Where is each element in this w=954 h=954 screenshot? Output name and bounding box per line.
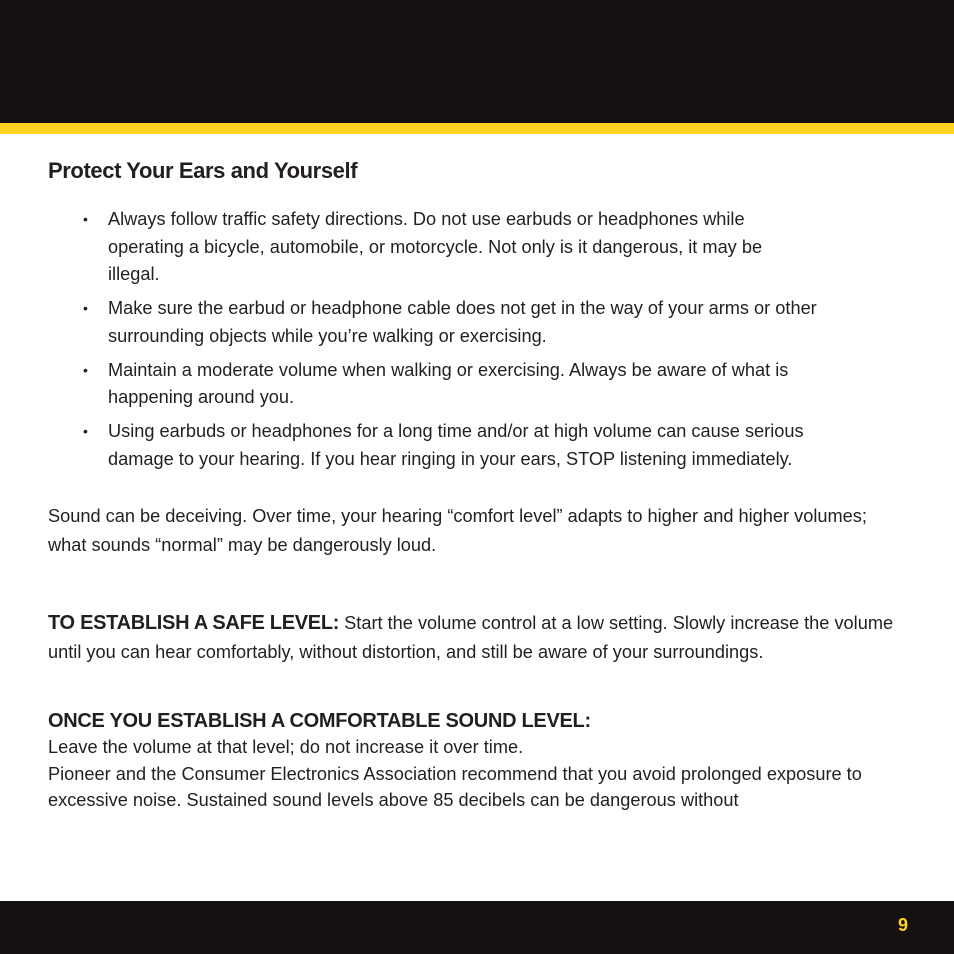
- bottom-footer-band: [0, 901, 954, 954]
- bullet-icon: •: [83, 300, 88, 316]
- recommendation-paragraph: Pioneer and the Consumer Electronics Association recommend that you avoid prolonged exposure to excessive noise. Sustained sound levels above 85 decibels can be dangerous without: [48, 763, 862, 810]
- bullet-text: Using earbuds or headphones for a long time and/or at high volume can cause serious damage to your hearing. If you hear ringing in your ears, STOP listening immediately.: [108, 421, 804, 469]
- comfortable-level-heading: ONCE YOU ESTABLISH A COMFORTABLE SOUND LEVEL:: [48, 710, 591, 732]
- section-heading: Protect Your Ears and Yourself: [48, 158, 358, 183]
- top-header-band: [0, 0, 954, 123]
- yellow-accent-stripe: [0, 123, 954, 134]
- safety-bullet-list: [48, 206, 928, 473]
- page-content: [48, 154, 928, 814]
- list-item: [48, 418, 928, 473]
- comfortable-level-line: Leave the volume at that level; do not increase it over time.: [48, 737, 524, 757]
- safe-level-paragraph: [48, 609, 928, 667]
- bullet-text: Maintain a moderate volume when walking or exercising. Always be aware of what is happening around you.: [108, 359, 789, 407]
- page-number: 9: [897, 915, 908, 935]
- bullet-text: Make sure the earbud or headphone cable does not get in the way of your arms or other surrounding objects while you’re walking or exercising.: [108, 298, 817, 346]
- sound-deceiving-paragraph: Sound can be deceiving. Over time, your hearing “comfort level” adapts to higher and higher volumes; what sounds “normal” may be dangerously loud.: [48, 506, 867, 555]
- list-item: [48, 357, 928, 412]
- safe-level-label: TO ESTABLISH A SAFE LEVEL:: [48, 612, 340, 634]
- list-item: [48, 206, 928, 289]
- bullet-icon: •: [83, 361, 88, 378]
- bullet-icon: •: [83, 423, 88, 439]
- bullet-text: Always follow traffic safety directions. Do not use earbuds or headphones while operating a bicycle, automobile, or motorcycle. Not only is it dangerous, it may be illegal.: [108, 209, 763, 284]
- safe-level-text: Start the volume control at a low setting. Slowly increase the volume until you can hear comfortably, without distortion, and still be aware of your surroundings.: [48, 613, 894, 662]
- bullet-icon: •: [83, 211, 88, 227]
- list-item: [48, 295, 928, 350]
